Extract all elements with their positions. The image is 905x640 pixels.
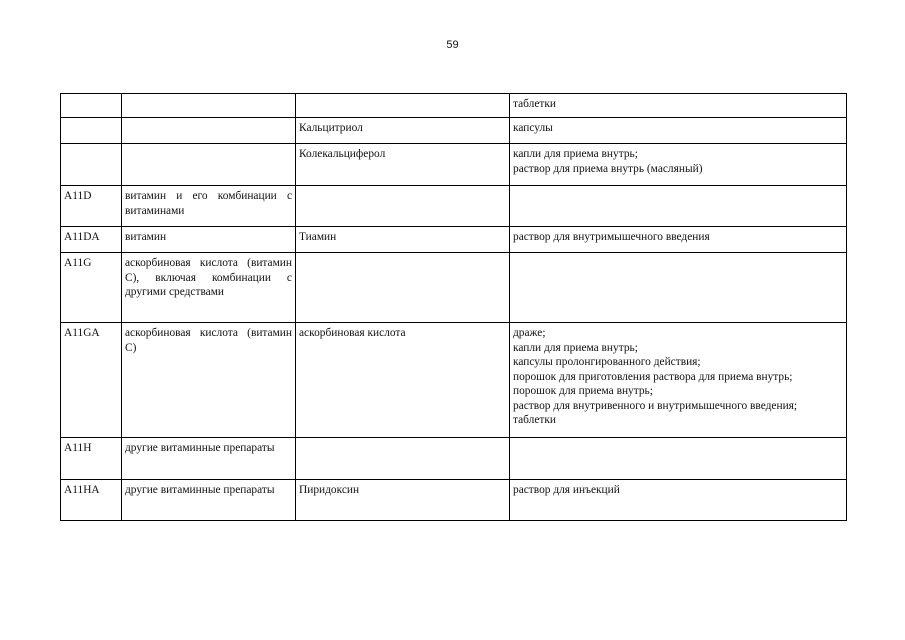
dosage-form-line: капсулы пролонгированного действия; (513, 356, 701, 368)
dosage-form-line: таблетки (513, 98, 557, 110)
drug-name-cell: Колекальциферол (296, 144, 510, 186)
table-row (61, 323, 847, 438)
dosage-forms-cell (510, 253, 847, 323)
table-row (61, 227, 847, 253)
dosage-form-line: таблетки (513, 414, 557, 426)
dosage-form-line: порошок для приготовления раствора для приема внутрь; (513, 370, 793, 383)
dosage-forms-cell (510, 118, 847, 144)
dosage-forms-cell (510, 227, 847, 253)
dosage-form-line: раствор для инъекций (513, 484, 620, 496)
anatomical-group-cell: витамин (122, 227, 296, 253)
anatomical-group-cell: аскорбиновая кислота (витамин С), включая комбинации с другими средствами (122, 253, 296, 323)
dosage-forms-cell (510, 144, 847, 186)
page-number: 59 (446, 39, 459, 51)
anatomical-group-cell (122, 94, 296, 118)
anatomical-group-cell: другие витаминные препараты (122, 480, 296, 521)
atc-code-cell (61, 144, 122, 186)
anatomical-group-cell: витамин и его комбинации с витаминами (122, 186, 296, 227)
dosage-forms-cell (510, 186, 847, 227)
drug-name-cell: Тиамин (296, 227, 510, 253)
atc-code-cell: A11HA (61, 480, 122, 521)
table-row (61, 253, 847, 323)
dosage-form-line: раствор для приема внутрь (масляный) (513, 162, 703, 175)
drug-name-cell: Пиридоксин (296, 480, 510, 521)
atc-code-cell: A11G (61, 253, 122, 323)
atc-code-cell: A11DA (61, 227, 122, 253)
anatomical-group-cell (122, 118, 296, 144)
atc-code-cell (61, 118, 122, 144)
table-row (61, 144, 847, 186)
anatomical-group-cell: другие витаминные препараты (122, 438, 296, 480)
anatomical-group-cell: аскорбиновая кислота (витамин С) (122, 323, 296, 438)
dosage-form-line: раствор для внутривенного и внутримышечного введения; (513, 399, 798, 412)
dosage-form-line: порошок для приема внутрь; (513, 385, 653, 397)
table-row (61, 118, 847, 144)
dosage-forms-cell (510, 323, 847, 438)
dosage-forms-cell (510, 480, 847, 521)
drug-name-cell (296, 94, 510, 118)
table-row (61, 94, 847, 118)
drug-name-cell: Кальцитриол (296, 118, 510, 144)
table-row (61, 438, 847, 480)
table-row (61, 480, 847, 521)
atc-code-cell: A11GA (61, 323, 122, 438)
dosage-form-line: драже; (513, 327, 546, 339)
dosage-form-line: капсулы (513, 122, 553, 134)
dosage-forms-cell (510, 94, 847, 118)
drug-name-cell: аскорбиновая кислота (296, 323, 510, 438)
dosage-form-line: раствор для внутримышечного введения (513, 231, 710, 243)
atc-code-cell (61, 94, 122, 118)
drug-name-cell (296, 253, 510, 323)
dosage-forms-cell (510, 438, 847, 480)
dosage-form-line: капли для приема внутрь; (513, 341, 638, 354)
atc-code-cell: A11H (61, 438, 122, 480)
table-body (61, 94, 847, 521)
table-row (61, 186, 847, 227)
drug-name-cell (296, 186, 510, 227)
anatomical-group-cell (122, 144, 296, 186)
atc-code-cell: A11D (61, 186, 122, 227)
drug-classification-table (60, 93, 847, 521)
drug-name-cell (296, 438, 510, 480)
dosage-form-line: капли для приема внутрь; (513, 148, 638, 160)
